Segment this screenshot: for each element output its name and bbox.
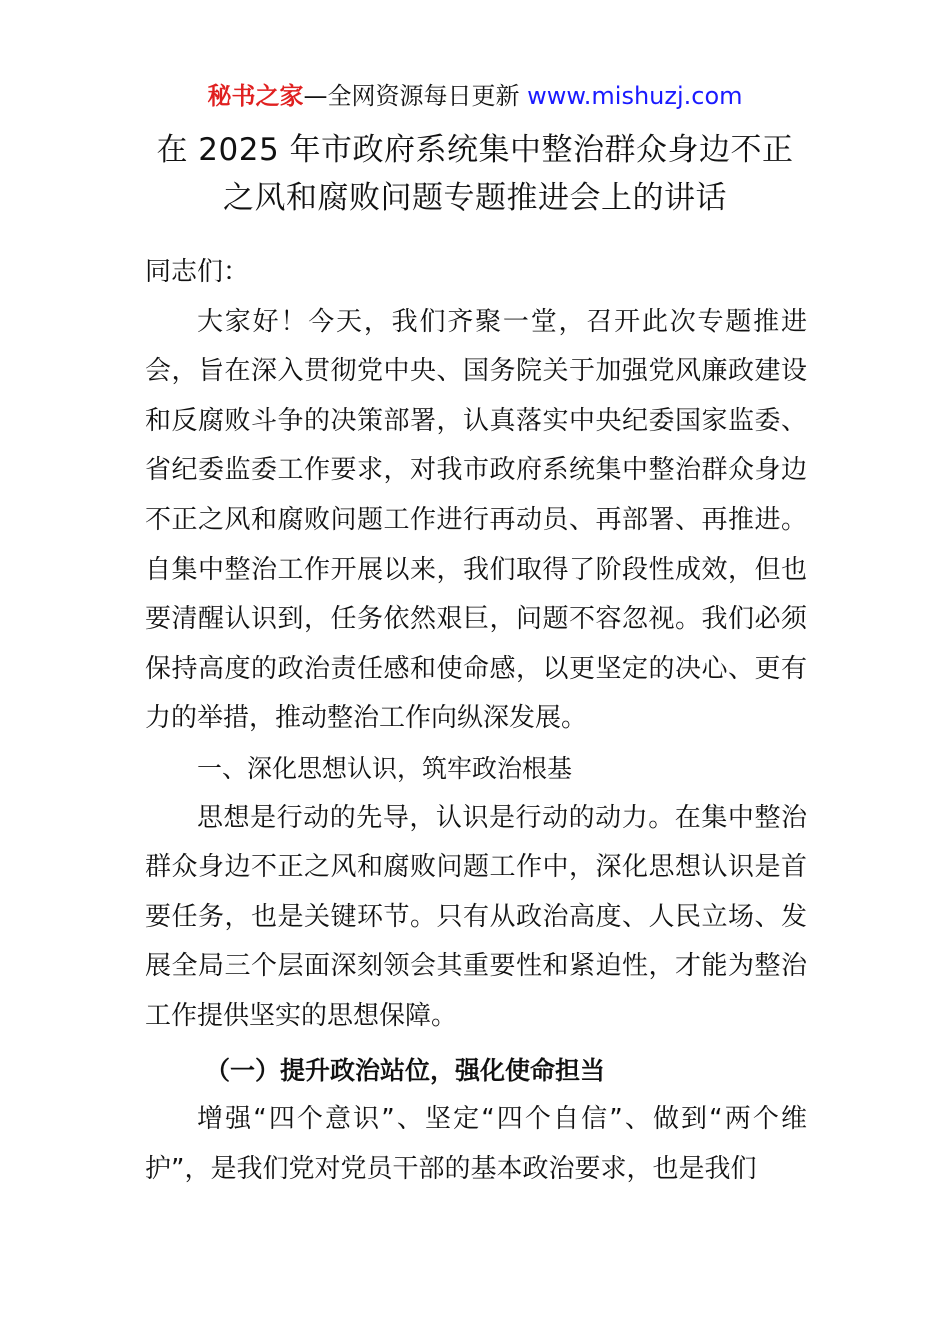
title-line-1: 在 2025 年市政府系统集中整治群众身边不正: [156, 132, 794, 168]
paragraph-intro: 大家好！今天，我们齐聚一堂，召开此次专题推进会，旨在深入贯彻党中央、国务院关于加强党风廉政建设和反腐败斗争的决策部署，认真落实中央纪委国家监委、省纪委监委工作要求，对我市政府系统集中整治群众身边不正之风和腐败问题工作进行再动员、再部署、再推进。自集中整治工作开展以来，我们取得了阶段性成效，但也要清醒认识到，任务依然艰巨，问题不容忽视。我们必须保持高度的政治责任感和使命感，以更坚定的决心、更有力的举措，推动整治工作向纵深发展。: [145, 306, 807, 734]
site-url-link[interactable]: www.mishuzj.com: [527, 82, 743, 110]
paragraph-subsection-1: 增强“四个意识”、坚定“四个自信”、做到“两个维护”，是我们党对党员干部的基本政治要求，也是我们: [145, 1104, 807, 1184]
paragraph-section-1: 思想是行动的先导，认识是行动的动力。在集中整治群众身边不正之风和腐败问题工作中，深化思想认识是首要任务，也是关键环节。只有从政治高度、人民立场、发展全局三个层面深刻领会其重要性和紧迫性，才能为整治工作提供坚实的思想保障。: [145, 802, 807, 1031]
title-line-2: 之风和腐败问题专题推进会上的讲话: [223, 180, 727, 216]
site-slogan: —全网资源每日更新: [303, 82, 520, 110]
salutation: 同志们：: [145, 257, 250, 287]
site-brand: 秘书之家: [207, 82, 304, 110]
section-heading-1: 一、深化思想认识，筑牢政治根基: [197, 753, 573, 783]
subsection-heading-1: （一）提升政治站位，强化使命担当: [205, 1055, 606, 1085]
site-header: [0, 80, 950, 112]
document-title: [145, 126, 805, 222]
document-body: [145, 248, 807, 1194]
